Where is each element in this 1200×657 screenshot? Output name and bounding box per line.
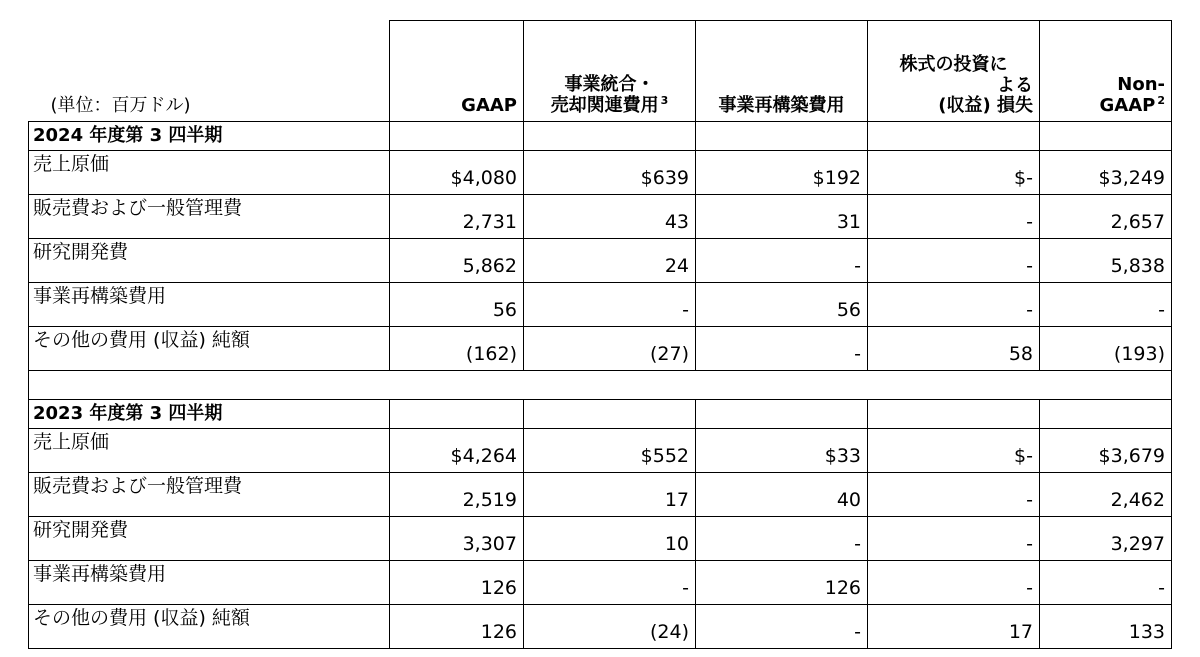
restructuring-value: - <box>696 239 868 283</box>
gaap-value: 5,862 <box>390 239 524 283</box>
table-header-row <box>29 21 1172 122</box>
gaap-value: $4,264 <box>390 429 524 473</box>
equity-value: 58 <box>868 327 1040 371</box>
nongaap-value: $3,249 <box>1040 151 1172 195</box>
nongaap-value: - <box>1040 283 1172 327</box>
integration-value: 43 <box>524 195 696 239</box>
integration-value: (27) <box>524 327 696 371</box>
gaap-value: 126 <box>390 561 524 605</box>
nongaap-value: 133 <box>1040 605 1172 649</box>
table-row <box>29 239 1172 283</box>
equity-value: - <box>868 473 1040 517</box>
row-label: 販売費および一般管理費 <box>29 473 390 517</box>
spacer-cell <box>29 371 1172 400</box>
column-header-equity-line2: よる <box>997 74 1033 96</box>
nongaap-value: 2,462 <box>1040 473 1172 517</box>
gaap-value: 126 <box>390 605 524 649</box>
table-row <box>29 195 1172 239</box>
empty-cell <box>696 122 868 151</box>
equity-value: - <box>868 239 1040 283</box>
restructuring-value: - <box>696 517 868 561</box>
nongaap-value: $3,679 <box>1040 429 1172 473</box>
empty-cell <box>524 400 696 429</box>
row-label: 売上原価 <box>29 429 390 473</box>
integration-value: 17 <box>524 473 696 517</box>
row-label: その他の費用 (収益) 純額 <box>29 327 390 371</box>
restructuring-value: 31 <box>696 195 868 239</box>
nongaap-value: 3,297 <box>1040 517 1172 561</box>
column-header-nongaap <box>1040 21 1172 122</box>
table-row <box>29 283 1172 327</box>
period-row <box>29 400 1172 429</box>
equity-value: 17 <box>868 605 1040 649</box>
row-label: 事業再構築費用 <box>29 561 390 605</box>
empty-cell <box>1040 122 1172 151</box>
table-row <box>29 473 1172 517</box>
row-label: 事業再構築費用 <box>29 283 390 327</box>
period-label: 2024 年度第 3 四半期 <box>29 122 390 151</box>
restructuring-value: $192 <box>696 151 868 195</box>
table-row <box>29 517 1172 561</box>
footnote-marker-2: 2 <box>1157 94 1165 108</box>
table-row <box>29 429 1172 473</box>
nongaap-value: 2,657 <box>1040 195 1172 239</box>
restructuring-value: 126 <box>696 561 868 605</box>
column-header-equity <box>868 21 1040 122</box>
table-row <box>29 327 1172 371</box>
empty-cell <box>390 122 524 151</box>
restructuring-value: - <box>696 327 868 371</box>
empty-cell <box>696 400 868 429</box>
column-header-nongaap-line2: GAAP <box>1099 95 1156 117</box>
gaap-value: 2,731 <box>390 195 524 239</box>
gaap-value: 2,519 <box>390 473 524 517</box>
table-row <box>29 561 1172 605</box>
gaap-value: (162) <box>390 327 524 371</box>
gaap-value: $4,080 <box>390 151 524 195</box>
column-header-integration-line2-wrap <box>530 95 689 117</box>
integration-value: 10 <box>524 517 696 561</box>
restructuring-value: 40 <box>696 473 868 517</box>
restructuring-value: 56 <box>696 283 868 327</box>
table-row <box>29 605 1172 649</box>
row-label: 売上原価 <box>29 151 390 195</box>
integration-value: (24) <box>524 605 696 649</box>
empty-cell <box>524 122 696 151</box>
gaap-value: 3,307 <box>390 517 524 561</box>
period-row <box>29 122 1172 151</box>
integration-value: 24 <box>524 239 696 283</box>
column-header-equity-line1: 株式の投資に <box>899 53 1008 75</box>
row-label: その他の費用 (収益) 純額 <box>29 605 390 649</box>
nongaap-value: 5,838 <box>1040 239 1172 283</box>
footnote-marker-3: 3 <box>660 94 669 108</box>
financial-table <box>28 20 1172 649</box>
integration-value: $639 <box>524 151 696 195</box>
column-header-gaap <box>390 21 524 122</box>
column-header-equity-line3: (収益) 損失 <box>938 95 1033 117</box>
row-label: 研究開発費 <box>29 517 390 561</box>
row-label: 研究開発費 <box>29 239 390 283</box>
gaap-value: 56 <box>390 283 524 327</box>
table-row <box>29 151 1172 195</box>
empty-cell <box>390 400 524 429</box>
equity-value: - <box>868 561 1040 605</box>
equity-value: $- <box>868 151 1040 195</box>
column-header-nongaap-line1: Non- <box>1117 73 1165 95</box>
row-label: 販売費および一般管理費 <box>29 195 390 239</box>
period-label: 2023 年度第 3 四半期 <box>29 400 390 429</box>
equity-value: - <box>868 283 1040 327</box>
empty-cell <box>868 400 1040 429</box>
column-header-integration-line1: 事業統合・ <box>564 73 655 95</box>
column-header-restructuring <box>696 21 868 122</box>
empty-cell <box>1040 400 1172 429</box>
column-header-integration <box>524 21 696 122</box>
section-spacer-row <box>29 371 1172 400</box>
column-header-integration-line2: 売却関連費用 <box>550 95 659 117</box>
restructuring-value: $33 <box>696 429 868 473</box>
equity-value: $- <box>868 429 1040 473</box>
restructuring-value: - <box>696 605 868 649</box>
unit-label: (単位：百万ドル) <box>50 95 191 117</box>
column-header-nongaap-line2-wrap <box>1046 95 1165 117</box>
equity-value: - <box>868 195 1040 239</box>
integration-value: $552 <box>524 429 696 473</box>
column-header-restructuring-text: 事業再構築費用 <box>718 95 845 117</box>
column-header-gaap-text: GAAP <box>461 95 517 117</box>
empty-cell <box>868 122 1040 151</box>
integration-value: - <box>524 283 696 327</box>
nongaap-value: (193) <box>1040 327 1172 371</box>
equity-value: - <box>868 517 1040 561</box>
integration-value: - <box>524 561 696 605</box>
nongaap-value: - <box>1040 561 1172 605</box>
